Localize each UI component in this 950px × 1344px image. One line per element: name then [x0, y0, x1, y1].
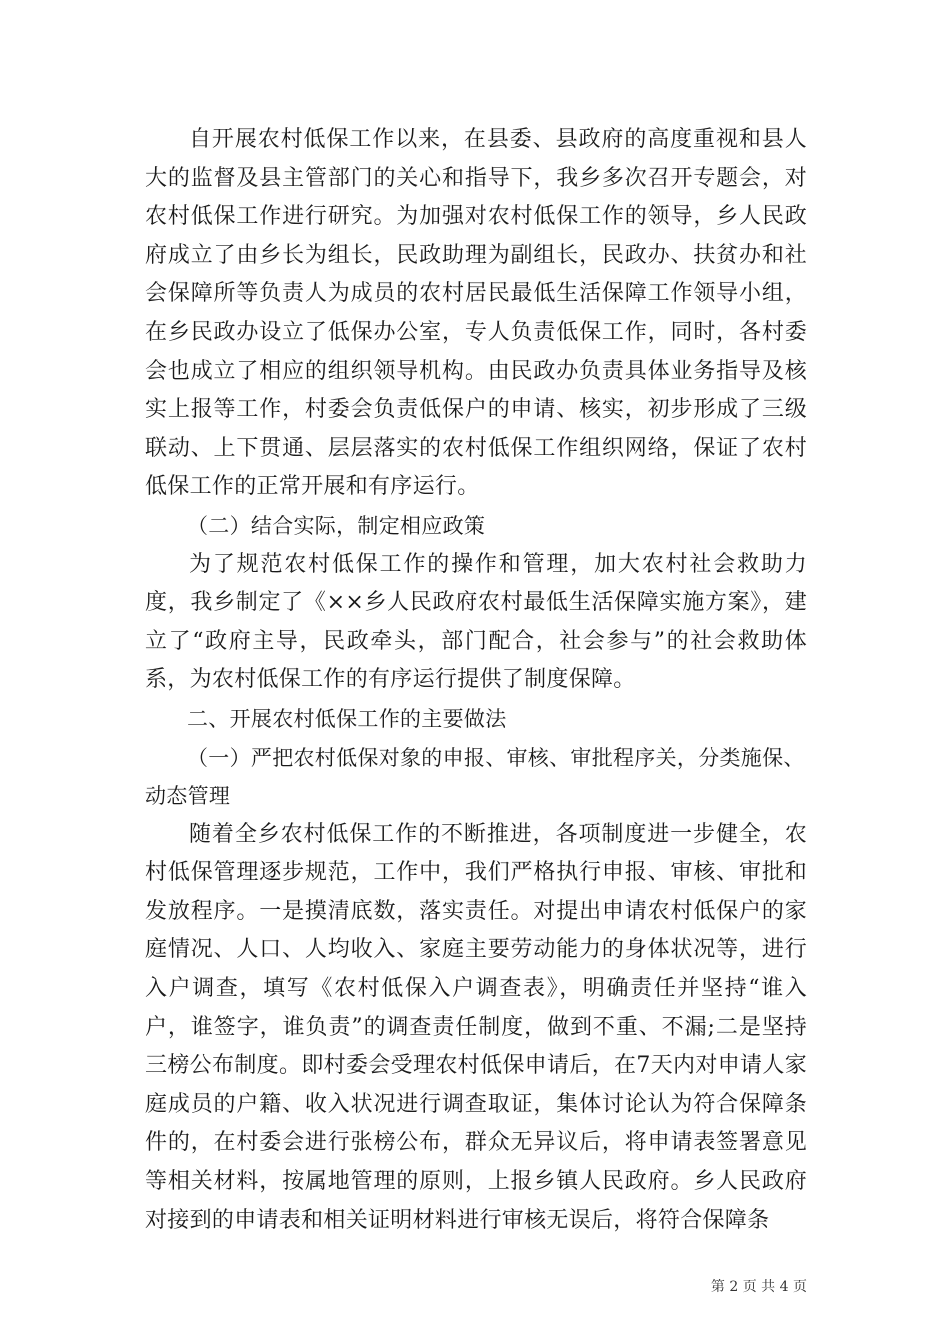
paragraph-policy: 为了规范农村低保工作的操作和管理，加大农村社会救助力度，我乡制定了《××乡人民政府农村最低生活保障实施方案》，建立了“政府主导，民政牵头，部门配合，社会参与”的社会救助体系，为农村低保工作的有序运行提供了制度保障。 [145, 551, 807, 693]
subsection-heading-review: （一）严把农村低保对象的申报、审核、审批程序关，分类施保、动态管理 [145, 745, 805, 809]
section-heading-policy: （二）结合实际，制定相应政策 [187, 513, 486, 538]
page-number: 第 2 页 共 4 页 [710, 1279, 807, 1295]
document-body [145, 121, 807, 1240]
section-heading-main-practices: 二、开展农村低保工作的主要做法 [187, 706, 507, 731]
paragraph-intro: 自开展农村低保工作以来，在县委、县政府的高度重视和县人大的监督及县主管部门的关心和指导下，我乡多次召开专题会，对农村低保工作进行研究。为加强对农村低保工作的领导，乡人民政府成立了由乡长为组长，民政助理为副组长，民政办、扶贫办和社会保障所等负责人为成员的农村居民最低生活保障工作领导小组，在乡民政办设立了低保办公室，专人负责低保工作，同时，各村委会也成立了相应的组织领导机构。由民政办负责具体业务指导及核实上报等工作，村委会负责低保户的申请、核实，初步形成了三级联动、上下贯通、层层落实的农村低保工作组织网络，保证了农村低保工作的正常开展和有序运行。 [145, 127, 807, 500]
paragraph-procedure: 随着全乡农村低保工作的不断推进，各项制度进一步健全，农村低保管理逐步规范，工作中，我们严格执行申报、审核、审批和发放程序。一是摸清底数，落实责任。对提出申请农村低保户的家庭情况、人口、人均收入、家庭主要劳动能力的身体状况等，进行入户调查，填写《农村低保入户调查表》，明确责任并坚持“谁入户，谁签字，谁负责”的调查责任制度，做到不重、不漏;二是坚持三榜公布制度。即村委会受理农村低保申请后，在7天内对申请人家庭成员的户籍、收入状况进行调查取证，集体讨论认为符合保障条件的，在村委会进行张榜公布，群众无异议后，将申请表签署意见等相关材料，按属地管理的原则，上报乡镇人民政府。乡人民政府对接到的申请表和相关证明材料进行审核无误后，将符合保障条 [145, 821, 807, 1233]
